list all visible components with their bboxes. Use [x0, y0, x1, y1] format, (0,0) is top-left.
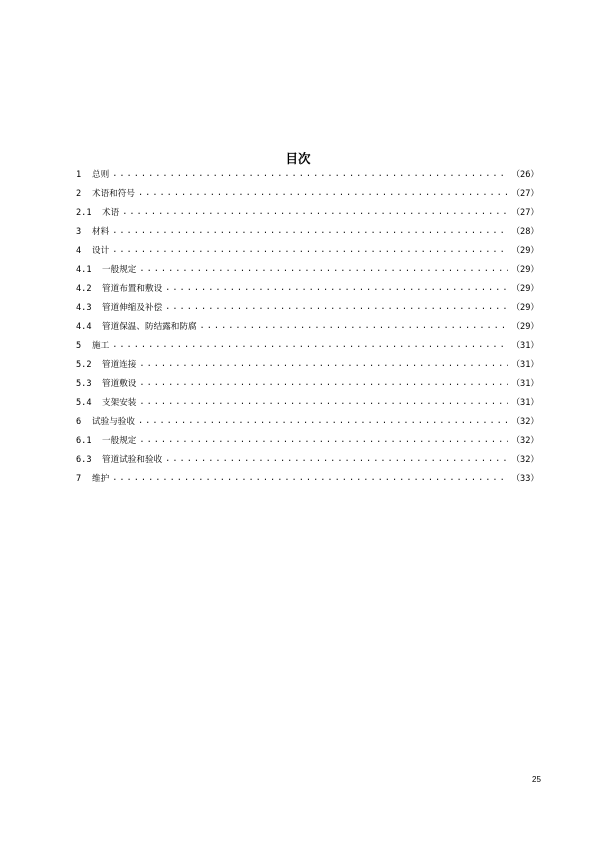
toc-entry[interactable]	[76, 185, 539, 204]
toc-entry[interactable]	[76, 470, 539, 489]
entry-label: 试验与验收	[92, 417, 135, 428]
entry-label: 总则	[92, 170, 110, 181]
entry-label: 管道布置和敷设	[102, 284, 163, 295]
entry-number: 1	[76, 170, 82, 181]
entry-label: 施工	[92, 341, 110, 352]
toc-entry[interactable]	[76, 299, 539, 318]
entry-number: 4.4	[76, 322, 92, 333]
entry-page: （27）	[511, 189, 539, 200]
entry-label: 管道保温、防结露和防腐	[102, 322, 197, 333]
entry-page: （26）	[511, 170, 539, 181]
entry-page: （28）	[511, 227, 539, 238]
leader-dots	[165, 455, 508, 464]
entry-page: （29）	[511, 322, 539, 333]
entry-page: （32）	[511, 417, 539, 428]
entry-page: （29）	[511, 265, 539, 276]
leader-dots	[139, 360, 508, 369]
entry-label: 管道伸缩及补偿	[102, 303, 163, 314]
entry-label: 维护	[92, 474, 110, 485]
entry-page: （29）	[511, 284, 539, 295]
leader-dots	[112, 246, 508, 255]
entry-page: （29）	[511, 303, 539, 314]
leader-dots	[139, 379, 508, 388]
entry-label: 支架安装	[102, 398, 137, 409]
toc-entry[interactable]	[76, 318, 539, 337]
toc-entry[interactable]	[76, 337, 539, 356]
toc-entry[interactable]	[76, 280, 539, 299]
toc-entry[interactable]	[76, 261, 539, 280]
toc-entry[interactable]	[76, 413, 539, 432]
entry-label: 管道敷设	[102, 379, 137, 390]
entry-number: 6.3	[76, 455, 92, 466]
entry-number: 6	[76, 417, 82, 428]
leader-dots	[122, 208, 508, 217]
entry-label: 一般规定	[102, 436, 137, 447]
entry-page: （31）	[511, 379, 539, 390]
entry-number: 2	[76, 189, 82, 200]
entry-label: 一般规定	[102, 265, 137, 276]
table-of-contents	[76, 166, 539, 489]
entry-page: （29）	[511, 246, 539, 257]
entry-number: 5.4	[76, 398, 92, 409]
toc-entry[interactable]	[76, 451, 539, 470]
leader-dots	[112, 227, 508, 236]
toc-entry[interactable]	[76, 394, 539, 413]
entry-label: 术语和符号	[92, 189, 135, 200]
toc-title: 目次	[285, 151, 311, 166]
entry-page: （32）	[511, 436, 539, 447]
toc-entry[interactable]	[76, 242, 539, 261]
leader-dots	[112, 474, 508, 483]
leader-dots	[112, 341, 508, 350]
leader-dots	[200, 322, 509, 331]
entry-label: 材料	[92, 227, 110, 238]
entry-number: 7	[76, 474, 82, 485]
leader-dots	[139, 436, 508, 445]
entry-number: 6.1	[76, 436, 92, 447]
entry-page: （27）	[511, 208, 539, 219]
entry-number: 5.3	[76, 379, 92, 390]
toc-entry[interactable]	[76, 375, 539, 394]
entry-label: 管道试验和验收	[102, 455, 163, 466]
entry-number: 4	[76, 246, 82, 257]
leader-dots	[112, 170, 508, 179]
toc-entry[interactable]	[76, 223, 539, 242]
entry-page: （31）	[511, 360, 539, 371]
leader-dots	[139, 398, 508, 407]
entry-number: 4.3	[76, 303, 92, 314]
leader-dots	[165, 303, 508, 312]
leader-dots	[165, 284, 508, 293]
entry-number: 5.2	[76, 360, 92, 371]
toc-entry[interactable]	[76, 356, 539, 375]
entry-number: 2.1	[76, 208, 92, 219]
entry-number: 4.2	[76, 284, 92, 295]
entry-label: 术语	[102, 208, 120, 219]
leader-dots	[138, 417, 508, 426]
toc-entry[interactable]	[76, 204, 539, 223]
entry-label: 设计	[92, 246, 110, 257]
leader-dots	[139, 265, 508, 274]
leader-dots	[138, 189, 508, 198]
entry-page: （32）	[511, 455, 539, 466]
entry-page: （33）	[511, 474, 539, 485]
entry-number: 4.1	[76, 265, 92, 276]
toc-entry[interactable]	[76, 166, 539, 185]
entry-number: 5	[76, 341, 82, 352]
entry-page: （31）	[511, 341, 539, 352]
entry-label: 管道连接	[102, 360, 137, 371]
entry-number: 3	[76, 227, 82, 238]
entry-page: （31）	[511, 398, 539, 409]
page-number: 25	[532, 775, 541, 784]
toc-entry[interactable]	[76, 432, 539, 451]
